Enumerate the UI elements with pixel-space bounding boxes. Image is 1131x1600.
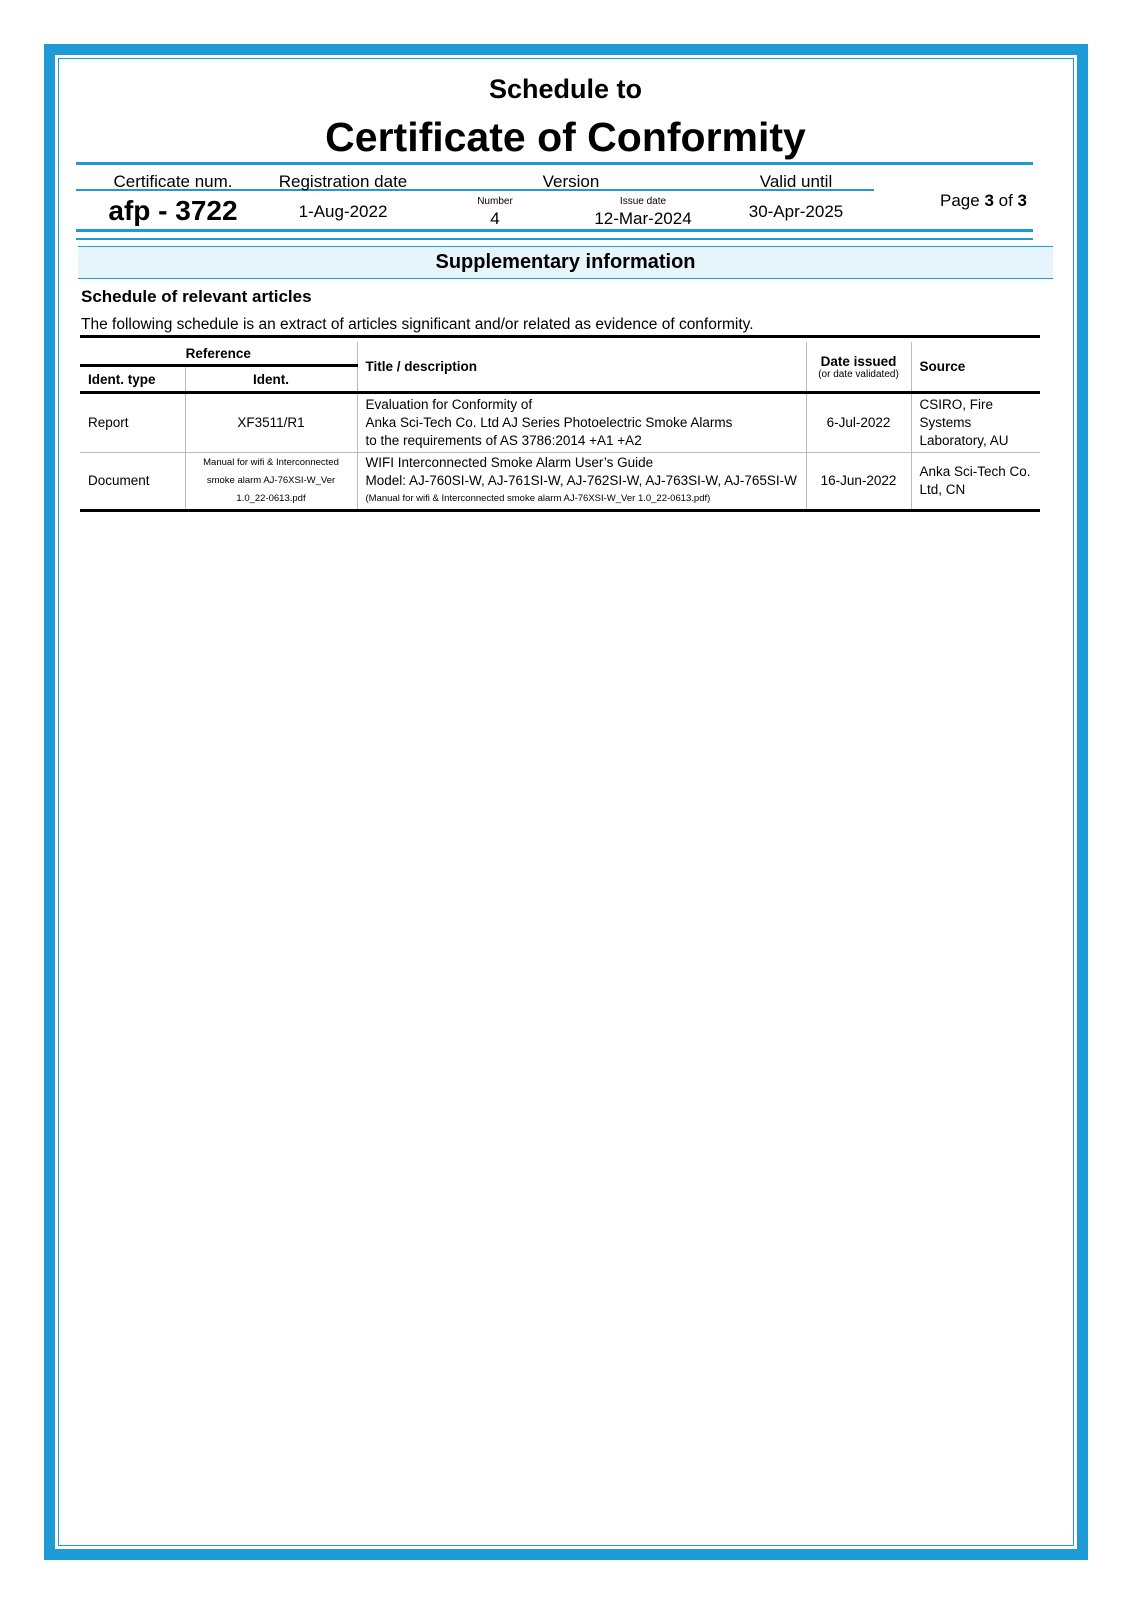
table-row (80, 453, 1040, 511)
row-title-line: Evaluation for Conformity of (365, 397, 533, 412)
row-ident-type: Document (80, 453, 185, 511)
issue-date-value: 12-Mar-2024 (594, 209, 692, 228)
row-title-line: (Manual for wifi & Interconnected smoke alarm AJ-76XSI-W_Ver 1.0_22-0613.pdf) (365, 493, 711, 504)
version-number-label: Number (477, 196, 513, 207)
date-issued-note: (or date validated) (818, 368, 899, 380)
issue-date-label: Issue date (619, 196, 667, 207)
row-source: Anka Sci-Tech Co. Ltd, CN (911, 453, 1040, 511)
page-total: 3 (1017, 191, 1027, 210)
document-title: Certificate of Conformity (325, 114, 806, 160)
page-indicator (940, 191, 1027, 211)
page-current: 3 (984, 191, 994, 210)
row-title-line: to the requirements of AS 3786:2014 +A1 +A2 (365, 433, 642, 448)
source-header: Source (911, 342, 1040, 393)
table-row (80, 393, 1040, 453)
date-issued-label: Date issued (820, 353, 897, 369)
row-ident-type: Report (80, 393, 185, 453)
supplementary-heading: Supplementary information (78, 246, 1053, 279)
title-header: Title / description (357, 342, 806, 393)
table-top-rule (80, 335, 1040, 338)
schedule-description: The following schedule is an extract of articles significant and/or related as evidence of conformity. (81, 316, 754, 333)
header-rule-bottom-thin (76, 238, 1033, 240)
cert-num-label: Certificate num. (113, 172, 233, 191)
row-title-line: WIFI Interconnected Smoke Alarm User’s Guide (365, 455, 654, 470)
document-subtitle: Schedule to (488, 74, 643, 104)
row-ident: XF3511/R1 (185, 393, 357, 453)
reference-header: Reference (80, 342, 357, 366)
page-mid: of (993, 191, 1018, 210)
registration-date-label: Registration date (278, 172, 408, 191)
valid-until-value: 30-Apr-2025 (748, 202, 844, 221)
row-title-line: Anka Sci-Tech Co. Ltd AJ Series Photoelectric Smoke Alarms (365, 415, 733, 430)
registration-date-value: 1-Aug-2022 (298, 202, 388, 221)
version-label: Version (542, 172, 600, 191)
header-rule-bottom (76, 229, 1033, 232)
version-number-value: 4 (490, 209, 500, 228)
row-title (357, 393, 806, 453)
page-prefix: Page (940, 191, 985, 210)
ident-type-header: Ident. type (80, 366, 185, 393)
row-source: CSIRO, Fire Systems Laboratory, AU (911, 393, 1040, 453)
header-rule-top (76, 162, 1033, 165)
row-date: 16-Jun-2022 (806, 453, 911, 511)
date-issued-header (806, 342, 911, 393)
schedule-title: Schedule of relevant articles (81, 287, 312, 306)
row-ident: Manual for wifi & Interconnected smoke alarm AJ-76XSI-W_Ver 1.0_22-0613.pdf (185, 453, 357, 511)
row-title (357, 453, 806, 511)
row-date: 6-Jul-2022 (806, 393, 911, 453)
valid-until-label: Valid until (759, 172, 833, 191)
articles-table (80, 342, 1040, 512)
page-border-inner (58, 58, 1074, 1546)
cert-num-value: afp - 3722 (108, 195, 238, 226)
row-title-line: Model: AJ-760SI-W, AJ-761SI-W, AJ-762SI-W, AJ-763SI-W, AJ-765SI-W (365, 473, 797, 488)
ident-header: Ident. (185, 366, 357, 393)
